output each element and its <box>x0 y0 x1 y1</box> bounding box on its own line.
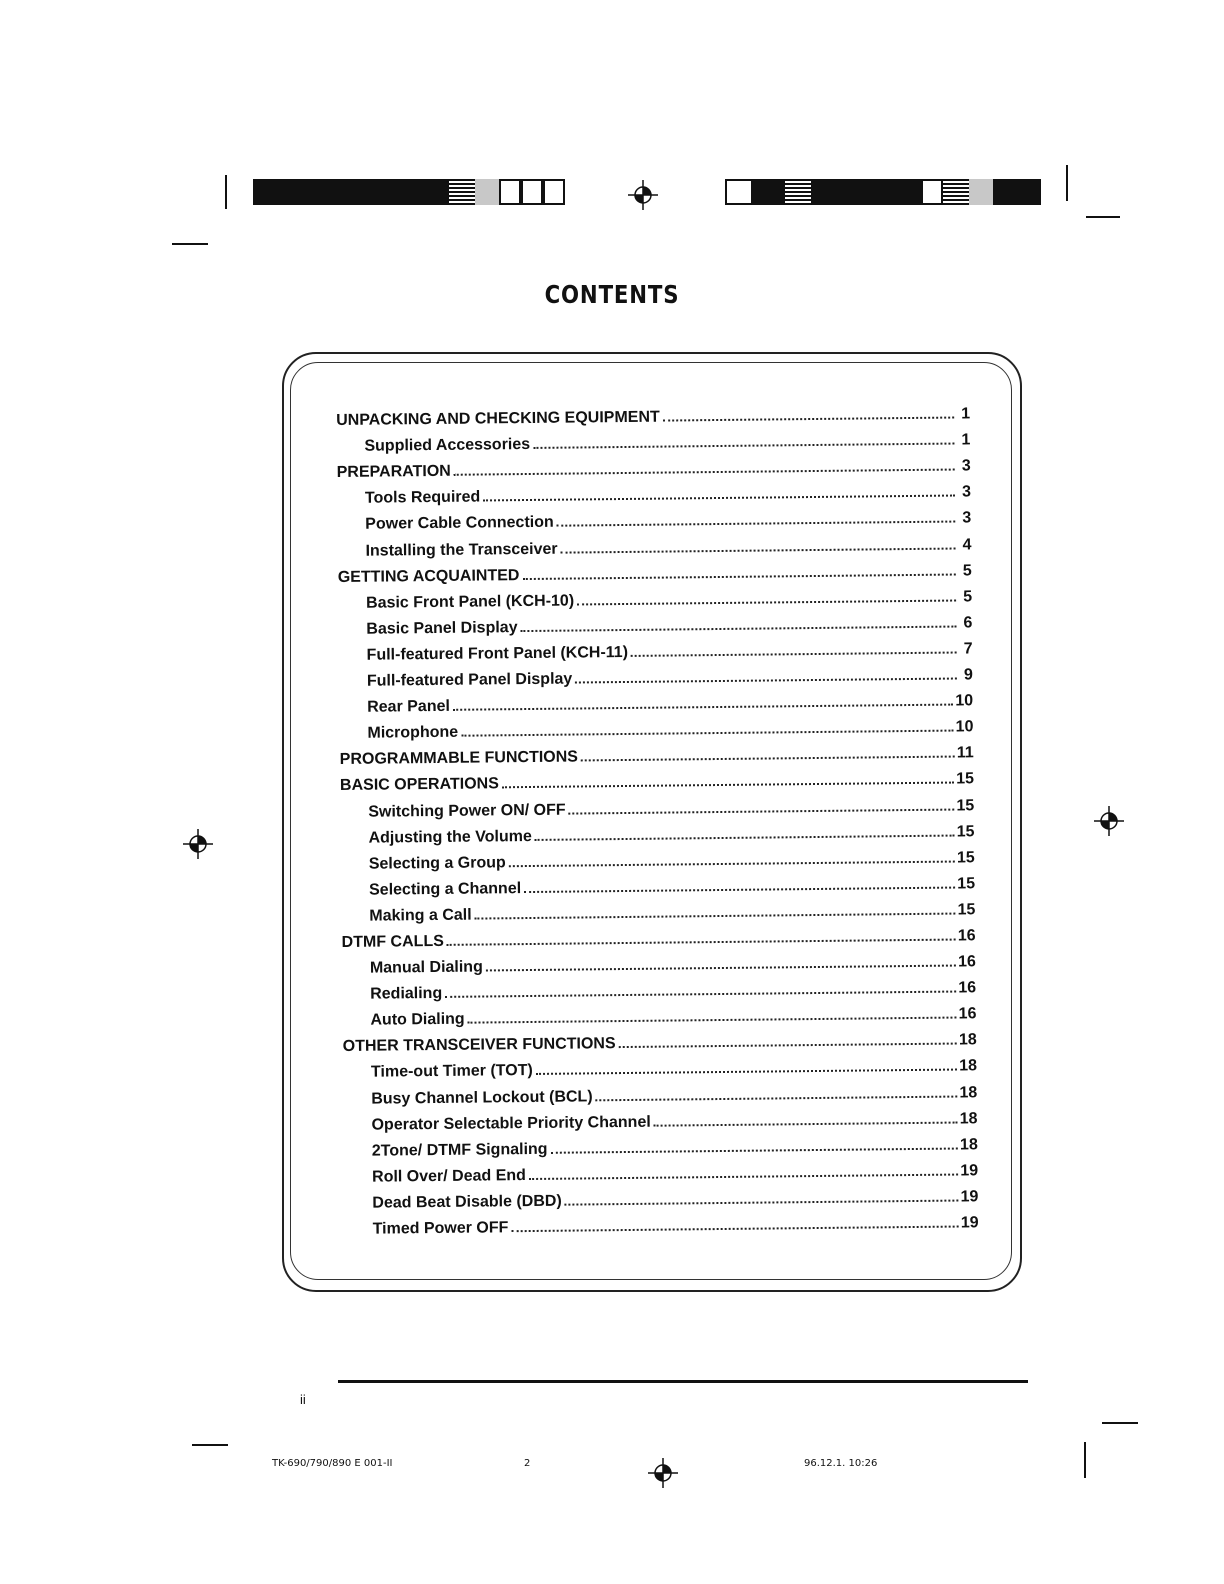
toc-entry-title: Redialing <box>370 985 443 1003</box>
toc-entry-page: 18 <box>959 1109 978 1128</box>
toc-entry-title: BASIC OPERATIONS <box>339 775 499 795</box>
toc-entry-title: OTHER TRANSCEIVER FUNCTIONS <box>342 1035 616 1056</box>
toc-entry-title: 2Tone/ DTMF Signaling <box>371 1140 548 1160</box>
toc-entry-title: Selecting a Group <box>368 853 506 873</box>
toc-dot-leader <box>569 808 955 814</box>
toc-entry-page: 18 <box>958 1031 977 1049</box>
toc-entry-title: Selecting a Channel <box>369 879 522 899</box>
toc-entry-title: Operator Selectable Priority Channel <box>371 1113 651 1134</box>
toc-entry-title: Busy Channel Lockout (BCL) <box>371 1087 593 1108</box>
toc-entry-page: 15 <box>956 770 975 788</box>
toc-entry-title: Rear Panel <box>367 697 450 716</box>
toc-entry-page: 9 <box>963 666 973 684</box>
toc-dot-leader <box>575 678 957 684</box>
toc-entry-title: Power Cable Connection <box>365 514 554 534</box>
toc-dot-leader <box>524 886 955 893</box>
toc-dot-leader <box>596 1095 958 1101</box>
toc-entry-page: 16 <box>958 979 977 997</box>
toc-entry-title: Making a Call <box>369 906 472 925</box>
toc-dot-leader <box>663 417 954 422</box>
toc-entry-title: Full-featured Front Panel (KCH-11) <box>366 643 629 664</box>
toc-entry-title: Supplied Accessories <box>364 436 531 455</box>
footer-rule <box>338 1380 1028 1383</box>
toc-entry-page: 7 <box>963 640 973 658</box>
toc-entry-title: Full-featured Panel Display <box>366 670 573 690</box>
registration-mark-top-icon <box>628 180 658 210</box>
table-of-contents <box>336 397 979 1239</box>
toc-dot-leader <box>561 547 956 553</box>
toc-entry-title: Tools Required <box>364 488 481 508</box>
toc-dot-leader <box>522 573 955 580</box>
crop-mark-bottom-right <box>1102 1422 1138 1424</box>
toc-dot-leader <box>454 469 955 476</box>
toc-entry-page: 3 <box>961 457 971 475</box>
toc-entry-page: 4 <box>962 535 972 554</box>
toc-entry-page: 15 <box>956 796 975 815</box>
toc-entry-page: 5 <box>963 588 973 606</box>
toc-entry-page: 18 <box>959 1083 978 1102</box>
crop-mark-top-right-vertical <box>1066 165 1068 201</box>
registration-mark-bottom-icon <box>648 1458 678 1488</box>
toc-entry-page: 15 <box>957 875 976 893</box>
toc-entry-page: 6 <box>963 614 973 632</box>
toc-entry-title: Timed Power OFF <box>372 1219 509 1238</box>
toc-entry-title: PREPARATION <box>336 463 451 482</box>
registration-mark-right-icon <box>1094 806 1124 836</box>
toc-entry-title: Roll Over/ Dead End <box>372 1166 526 1186</box>
page-title: CONTENTS <box>544 280 680 309</box>
toc-dot-leader <box>577 599 956 605</box>
toc-entry-page: 1 <box>961 405 971 423</box>
toc-entry-title: Dead Beat Disable (DBD) <box>372 1192 562 1212</box>
toc-dot-leader <box>557 521 956 527</box>
page-folio: ii <box>300 1392 306 1407</box>
toc-dot-leader <box>551 1147 958 1153</box>
toc-dot-leader <box>529 1173 958 1179</box>
print-slug-date: 96.12.1. 10:26 <box>804 1458 878 1469</box>
toc-entry-page: 16 <box>958 1005 977 1023</box>
toc-dot-leader <box>486 965 956 972</box>
toc-entry-page: 19 <box>960 1214 979 1232</box>
toc-entry-page: 18 <box>959 1057 978 1075</box>
toc-dot-leader <box>447 939 956 946</box>
toc-entry-title: Manual Dialing <box>369 958 483 977</box>
toc-dot-leader <box>502 782 954 789</box>
toc-entry-title: UNPACKING AND CHECKING EQUIPMENT <box>336 408 660 430</box>
print-density-bar-right <box>725 168 1041 216</box>
toc-dot-leader <box>511 1226 958 1233</box>
toc-dot-leader <box>445 991 956 998</box>
toc-entry-page: 19 <box>960 1188 979 1206</box>
toc-dot-leader <box>509 860 955 867</box>
toc-entry-page: 5 <box>962 562 972 580</box>
print-slug-number: 2 <box>524 1458 531 1469</box>
toc-dot-leader <box>521 625 957 632</box>
toc-entry-title: Microphone <box>367 723 459 742</box>
toc-entry-title: Switching Power ON/ OFF <box>368 801 566 821</box>
toc-dot-leader <box>533 443 954 449</box>
crop-mark-top-left <box>172 243 208 245</box>
toc-dot-leader <box>461 730 954 737</box>
toc-entry-title: PROGRAMMABLE FUNCTIONS <box>339 748 579 769</box>
toc-dot-leader <box>475 912 956 919</box>
toc-entry-page: 3 <box>962 509 972 527</box>
toc-entry-page: 11 <box>956 744 974 762</box>
toc-entry-page: 15 <box>956 849 975 867</box>
toc-entry-page: 16 <box>957 953 976 971</box>
toc-entry-title: Basic Front Panel (KCH-10) <box>365 592 575 612</box>
toc-entry-page: 10 <box>955 692 974 710</box>
toc-entry-title: GETTING ACQUAINTED <box>337 566 520 586</box>
toc-dot-leader <box>581 756 955 762</box>
toc-entry-title: DTMF CALLS <box>341 932 444 951</box>
toc-entry-page: 3 <box>961 483 972 501</box>
toc-dot-leader <box>631 651 957 656</box>
print-density-bar-left <box>225 168 565 216</box>
toc-dot-leader <box>536 1069 957 1075</box>
toc-dot-leader <box>468 1017 957 1024</box>
toc-dot-leader <box>453 704 953 711</box>
toc-entry-title: Adjusting the Volume <box>368 827 532 847</box>
toc-entry-page: 1 <box>961 431 971 449</box>
toc-dot-leader <box>619 1043 957 1049</box>
toc-entry-title: Auto Dialing <box>370 1010 465 1029</box>
toc-entry-page: 19 <box>960 1162 979 1180</box>
toc-dot-leader <box>654 1121 958 1126</box>
toc-entry-page: 15 <box>957 901 976 919</box>
toc-entry-title: Time-out Timer (TOT) <box>370 1062 533 1082</box>
toc-dot-leader <box>565 1199 959 1205</box>
print-slug-code: TK-690/790/890 E 001-II <box>272 1458 393 1469</box>
toc-dot-leader <box>535 834 955 840</box>
registration-mark-left-icon <box>183 829 213 859</box>
toc-dot-leader <box>483 495 955 502</box>
crop-mark-bottom-left <box>192 1444 228 1446</box>
toc-entry-page: 18 <box>959 1136 978 1154</box>
toc-entry-page: 15 <box>956 822 975 841</box>
toc-entry-page: 16 <box>957 927 976 945</box>
toc-entry-page: 10 <box>955 718 974 736</box>
toc-entry-title: Basic Panel Display <box>366 618 518 638</box>
crop-mark-top-right <box>1086 216 1120 218</box>
toc-entry-title: Installing the Transceiver <box>365 540 558 560</box>
crop-mark-bottom-right-vertical <box>1084 1442 1086 1478</box>
